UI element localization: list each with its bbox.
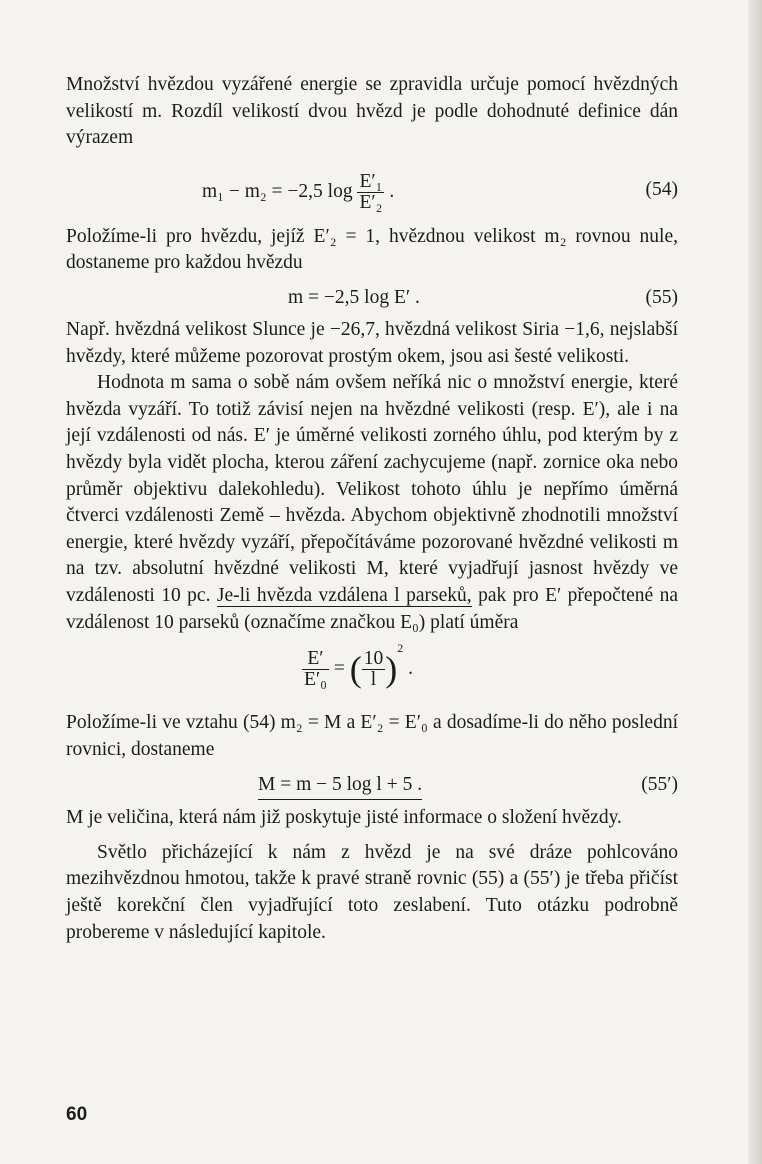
paragraph-4-text-a: Hodnota m sama o sobě nám ovšem neříká nic o množství energie, které hvězda vyzáří. To totiž závisí nejen na hvězdné velikosti (resp. E′), ale i na její vzdálenosti od nás. E′ je úměrné velikosti zorného úhlu, pod kterým by z hvězdy byla vidět plocha, kterou záření zachycujeme (např. zornice oka nebo průměr objektivu dalekohledu). Velikost tohoto úhlu je nepřímo úměrná čtverci vzdálenosti Země – hvězda. Abychom objektivně zhodnotili množství energie, které hvězdy vyzáří, přepočítáváme pozorované hvězdné velikosti m na tzv. absolutní hvězdné velikosti M, které vyjadřují jasnost hvězdy ve vzdálenosti 10 pc. xyxy=(66,372,678,606)
equation-55-prime xyxy=(66,765,678,805)
ratio-paren-left: ( xyxy=(349,649,362,690)
equation-54-tail: . xyxy=(389,180,395,202)
paragraph-4-underlined: Je-li hvězda vzdálena l parseků, xyxy=(216,584,472,606)
equation-55-prime-expr: M = m − 5 log l + 5 . xyxy=(258,772,422,800)
equation-54 xyxy=(66,160,678,224)
equation-54-numerator: E′₁ xyxy=(359,170,383,192)
ratio-tail: . xyxy=(408,658,413,680)
page-number: 60 xyxy=(66,1104,88,1125)
ratio-numerator: E′ xyxy=(302,649,329,670)
equation-55-label: (55) xyxy=(645,286,678,308)
paragraph-7: Světlo přicházející k nám z hvězd je na své dráze pohlcováno mezihvězdnou hmotou, takže k pravé straně rovnic (55) a (55′) je třeba přičíst ještě korekční člen vyjadřující toto zeslabení. Tuto otázku podrobně probereme v následující kapitole. xyxy=(66,841,678,943)
ratio-exponent: 2 xyxy=(397,641,404,656)
paragraph-1: Množství hvězdou vyzářené energie se zpravidla určuje pomocí hvězdných velikostí m. Rozdíl velikostí dvou hvězd je podle dohodnuté definice dán výrazem xyxy=(66,74,678,149)
paragraph-4-text-b: pak pro E′ přepočtené na vzdálenost 10 parseků (označíme značkou E₀) platí úměra xyxy=(66,584,679,633)
equation-55-prime-label: (55′) xyxy=(641,774,678,796)
equation-54-fraction xyxy=(357,172,384,213)
equation-55-expr: m = −2,5 log E′ . xyxy=(288,286,420,308)
page-text xyxy=(66,72,678,946)
equation-54-label: (54) xyxy=(645,178,678,200)
ratio-inner-denominator: l xyxy=(370,669,377,691)
ratio-paren-right: ) xyxy=(385,649,398,690)
ratio-fraction xyxy=(302,649,329,690)
paragraph-3: Např. hvězdná velikost Slunce je −26,7, hvězdná velikost Siria −1,6, nejslabší hvězdy, které můžeme pozorovat prostým okem, jsou asi šesté velikosti. xyxy=(66,318,678,367)
paragraph-4 xyxy=(66,370,678,636)
equation-54-denominator: E′₂ xyxy=(359,191,383,213)
equation-54-lhs: m₁ − m₂ = −2,5 log xyxy=(202,180,353,202)
paragraph-6: M je veličina, která nám již poskytuje jisté informace o složení hvězdy. xyxy=(66,807,622,829)
ratio-denominator: E′₀ xyxy=(304,669,327,691)
ratio-inner-numerator: 10 xyxy=(363,648,384,670)
paragraph-2: Položíme-li pro hvězdu, jejíž E′₂ = 1, hvězdnou velikost m₂ rovnou nule, dostaneme pro každou hvězdu xyxy=(66,225,678,274)
page-edge xyxy=(748,0,762,1164)
ratio-inner-fraction xyxy=(362,649,386,690)
paragraph-5: Položíme-li ve vztahu (54) m₂ = M a E′₂ = E′₀ a dosadíme-li do něho poslední rovnici, dostaneme xyxy=(66,712,678,760)
equation-ratio xyxy=(66,638,678,710)
ratio-equals: = xyxy=(333,658,345,680)
equation-55 xyxy=(66,279,678,317)
